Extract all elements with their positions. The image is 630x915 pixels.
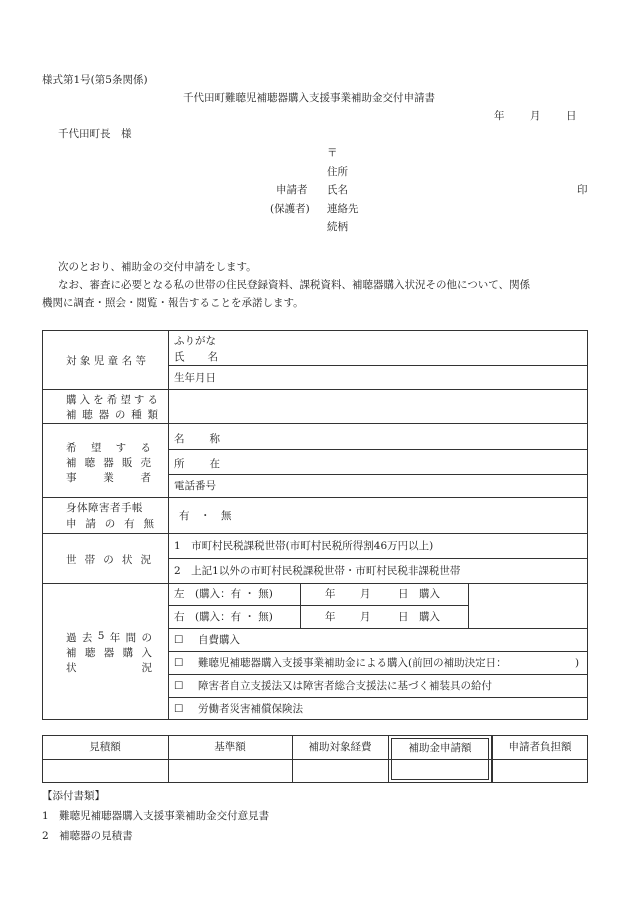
eligible-cost-column xyxy=(292,735,388,783)
right-date-year: 年 xyxy=(325,611,336,623)
estimate-column xyxy=(42,735,168,783)
contact-label: 連絡先 xyxy=(327,203,359,215)
date-month-label: 月 xyxy=(530,110,541,122)
sub-row-divider xyxy=(168,558,588,559)
vendor-label-line1: 希 望 す る xyxy=(66,442,151,454)
history-label-line2: 補 聴 器 購 入 xyxy=(66,647,152,659)
household-option-1: 1 市町村民税課税世帯(市町村民税所得割46万円以上) xyxy=(174,540,434,552)
vendor-label-line3: 事 業 者 xyxy=(66,472,151,484)
disability-choice: 有 ・ 無 xyxy=(179,510,232,522)
left-ear-purchase: 左 (購入：有 ・ 無) xyxy=(174,588,273,600)
child-name-label: 対 象 児 童 名 等 xyxy=(66,355,146,367)
disability-label-line2: 申 請 の 有 無 xyxy=(66,518,154,530)
vendor-address-label: 所 在 xyxy=(174,458,220,470)
vendor-label-line2: 補 聴 器 販 売 xyxy=(66,457,151,469)
row-divider xyxy=(42,389,588,390)
document-title: 千代田町難聴児補聴器購入支援事業補助金交付申請書 xyxy=(183,92,435,104)
history-option-subsidy-purchase: 難聴児補聴器購入支援事業補助金による購入(前回の補助決定日： xyxy=(198,657,507,669)
left-date-year: 年 xyxy=(325,588,336,600)
history-option-workers-comp: 労働者災害補償保険法 xyxy=(198,703,303,715)
birthdate-label: 生年月日 xyxy=(174,372,216,384)
hearing-aid-type-label-line1: 購 入 を 希 望 す る xyxy=(66,394,158,406)
left-date-day-purchase: 日 購入 xyxy=(398,588,440,600)
sub-row-divider xyxy=(168,365,588,366)
application-statement: 次のとおり、補助金の交付申請をします。 xyxy=(58,261,257,273)
attachments-title: 【添付書類】 xyxy=(42,790,105,802)
subsidy-request-column xyxy=(388,735,492,783)
applicant-burden-header: 申請者負担額 xyxy=(508,741,572,753)
disability-label-line1: 身体障害者手帳 xyxy=(66,502,143,514)
name-label: 氏名 xyxy=(327,184,348,196)
checkbox-self-purchase[interactable]: ☐ xyxy=(174,634,184,646)
estimate-header: 見積額 xyxy=(89,741,121,753)
row-divider xyxy=(42,583,588,584)
checkbox-subsidy-purchase[interactable]: ☐ xyxy=(174,657,184,669)
attachment-item-1: 1 難聴児補聴器購入支援事業補助金交付意見書 xyxy=(42,810,270,822)
purchase-column-divider xyxy=(300,583,301,628)
child-name-field-label: 氏 名 xyxy=(174,351,218,363)
addressee: 千代田町長 様 xyxy=(58,128,132,140)
subsidy-request-header: 補助金申請額 xyxy=(408,742,472,754)
applicant-label: 申請者 xyxy=(276,184,308,196)
row-divider xyxy=(42,497,588,498)
history-option-prosthetic-benefit: 障害者自立支援法又は障害者総合支援法に基づく補装具の給付 xyxy=(198,680,492,692)
history-label-line3: 状 況 xyxy=(66,662,152,674)
checkbox-prosthetic-benefit[interactable]: ☐ xyxy=(174,680,184,692)
furigana-label: ふりがな xyxy=(174,335,216,347)
sub-row-divider xyxy=(168,697,588,698)
purchase-column-divider xyxy=(468,583,469,628)
form-number: 様式第1号(第5条関係) xyxy=(42,74,148,86)
vendor-phone-label: 電話番号 xyxy=(174,480,216,492)
sub-row-divider xyxy=(168,605,468,606)
checkbox-workers-comp[interactable]: ☐ xyxy=(174,703,184,715)
attachment-item-2: 2 補聴器の見積書 xyxy=(42,830,133,842)
sub-row-divider xyxy=(168,474,588,475)
guardian-label: (保護者) xyxy=(270,203,310,215)
consent-line-2: 機関に調査・照会・閲覧・報告することを承諾します。 xyxy=(42,297,304,309)
vendor-name-label: 名 称 xyxy=(174,433,220,445)
consent-line-1: なお、審査に必要となる私の世帯の住民登録資料、課税資料、補聴器購入状況その他について、関係 xyxy=(58,279,531,291)
right-date-day-purchase: 日 購入 xyxy=(398,611,440,623)
sub-row-divider xyxy=(168,674,588,675)
applicant-burden-column xyxy=(492,735,588,783)
hearing-aid-type-label-line2: 補 聴 器 の 種 類 xyxy=(66,409,158,421)
row-divider xyxy=(42,533,588,534)
address-label: 住所 xyxy=(327,166,348,178)
sub-row-divider xyxy=(168,651,588,652)
history-option-subsidy-close: ) xyxy=(575,657,580,669)
left-date-month: 月 xyxy=(360,588,371,600)
household-status-label: 世 帯 の 状 況 xyxy=(66,554,151,566)
application-table xyxy=(42,330,588,720)
postal-mark: 〒 xyxy=(327,147,338,159)
date-day-label: 日 xyxy=(566,110,577,122)
relationship-label: 続柄 xyxy=(327,221,348,233)
cost-table xyxy=(42,735,588,783)
right-ear-purchase: 右 (購入：有 ・ 無) xyxy=(174,611,273,623)
seal-mark: 印 xyxy=(577,184,588,196)
sub-row-divider xyxy=(168,628,588,629)
sub-row-divider xyxy=(168,449,588,450)
date-year-label: 年 xyxy=(494,110,505,122)
history-option-self-purchase: 自費購入 xyxy=(198,634,240,646)
history-label-line1: 過 去 5 年 間 の xyxy=(66,630,152,644)
eligible-cost-header: 補助対象経費 xyxy=(308,741,372,753)
row-divider xyxy=(42,423,588,424)
right-date-month: 月 xyxy=(360,611,371,623)
standard-amount-header: 基準額 xyxy=(214,741,246,753)
household-option-2: 2 上記1以外の市町村民税課税世帯・市町村民税非課税世帯 xyxy=(174,565,461,577)
standard-amount-column xyxy=(168,735,292,783)
